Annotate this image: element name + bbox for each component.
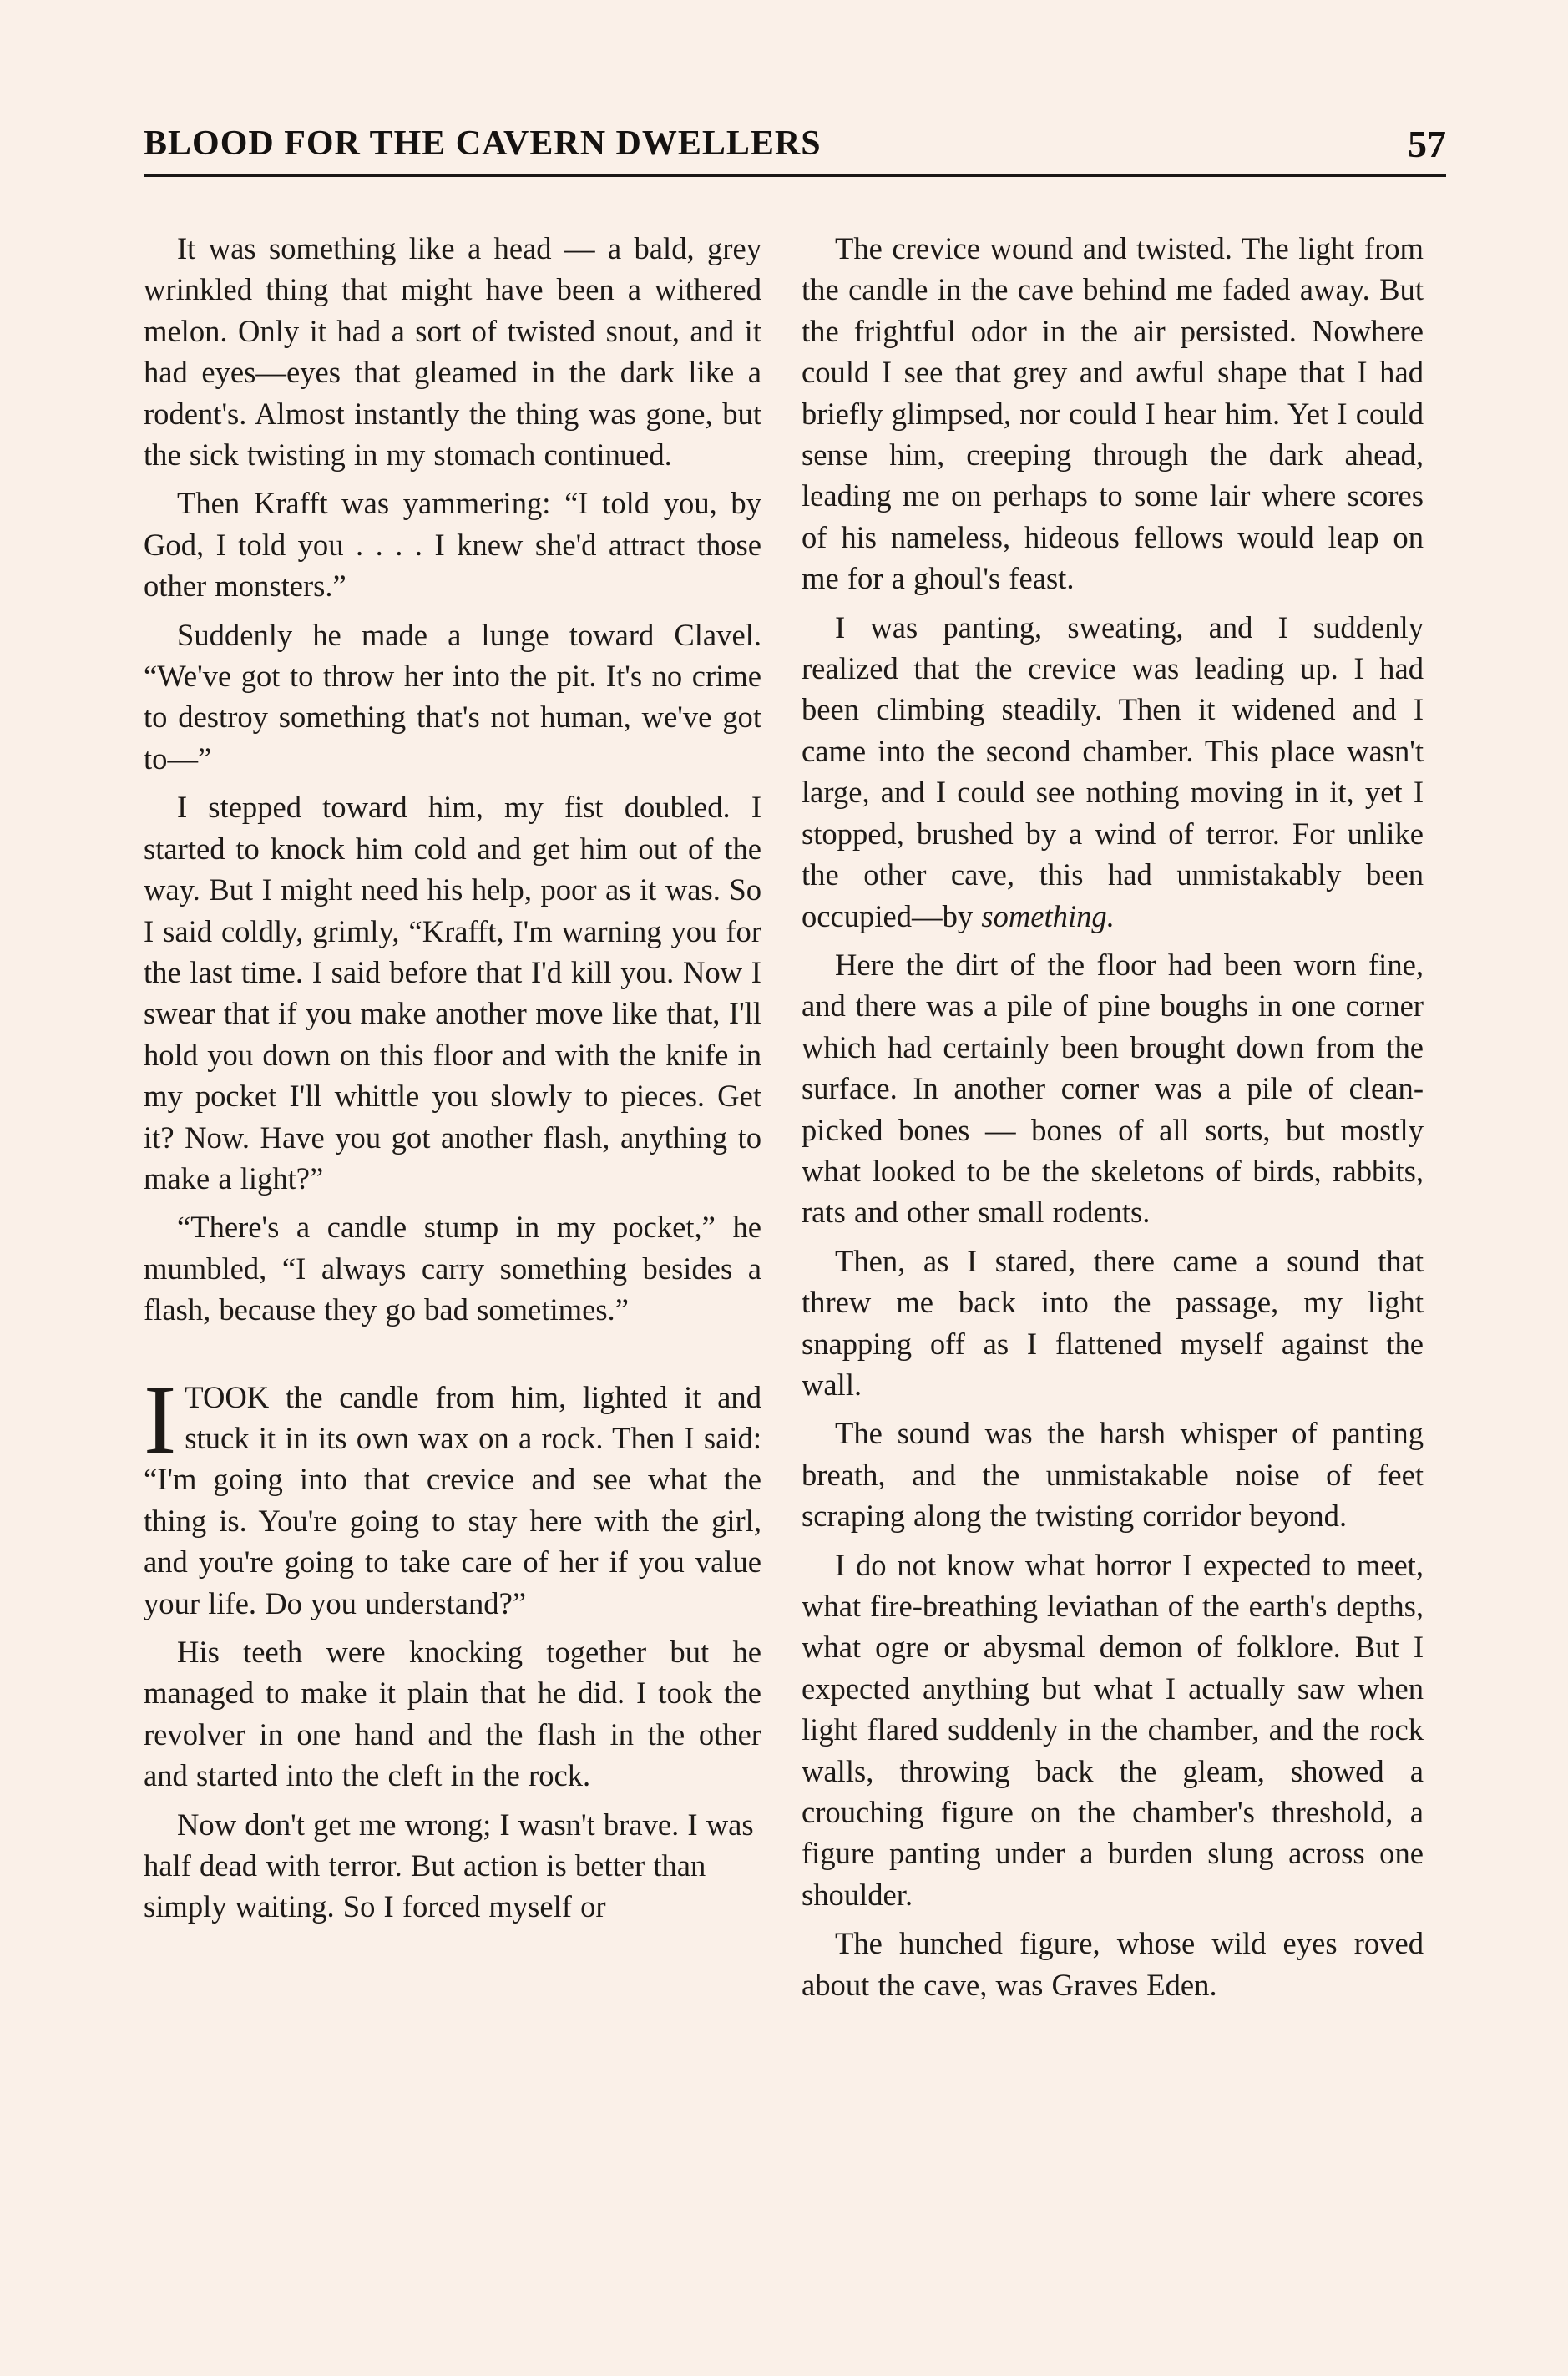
paragraph: Then Krafft was yammering: “I told you, by God, I told you . . . . I knew she'd attract those other monsters.”: [144, 486, 761, 604]
paragraph: Now don't get me wrong; I wasn't brave. I was half dead with terror. But action is better than simply waiting. So I forced myself or: [144, 1807, 754, 1924]
paragraph: His teeth were knocking together but he managed to make it plain that he did. I took the revolver in one hand and the flash in the other and started into the cleft in the rock.: [144, 1635, 761, 1793]
paragraph: Then, as I stared, there came a sound that threw me back into the passage, my light snapping off as I flattened myself against the wall.: [802, 1243, 1424, 1402]
paragraph: Suddenly he made a lunge toward Clavel. “We've got to throw her into the pit. It's no crime to destroy something that's not human, we've got to—”: [144, 617, 761, 776]
drop-cap: I: [144, 1364, 177, 1474]
paragraph: “There's a candle stump in my pocket,” he mumbled, “I always carry something besides a flash, because they go bad sometimes.”: [144, 1210, 761, 1327]
paragraph: It was something like a head — a bald, grey wrinkled thing that might have been a withered melon. Only it had a sort of twisted snout, and it had eyes—eyes that gleamed in the dark like a rodent's. Almost instantly the thing was gone, but the sick twisting in my stomach continued.: [144, 231, 761, 473]
running-header: [144, 124, 1446, 174]
paragraph: I stepped toward him, my fist doubled. I started to knock him cold and get him out of the way. But I might need his help, poor as it was. So I said coldly, grimly, “Krafft, I'm warning you for the last time. I said before that I'd kill you. Now I swear that if you make another move like that, I'll hold you down on this floor and with the knife in my pocket I'll whittle you slowly to pieces. Get it? Now. Have you got another flash, anything to make a light?”: [144, 790, 761, 1196]
paragraph: [802, 607, 1424, 937]
section-start-paragraph: [144, 1364, 761, 1624]
paragraph: The sound was the harsh whisper of panting breath, and the unmistakable noise of feet scraping along the twisting corridor beyond.: [802, 1416, 1424, 1534]
paragraph: Here the dirt of the floor had been worn fine, and there was a pile of pine boughs in one corner which had certainly been brought down from the surface. In another corner was a pile of clean-picked bones — bones of all sorts, but mostly what looked to be the skeletons of birds, rabbits, rats and other small rodents.: [802, 947, 1424, 1230]
right-column: [802, 228, 1424, 2013]
left-column: [144, 228, 761, 1935]
paragraph: The crevice wound and twisted. The light from the candle in the cave behind me faded away. But the frightful odor in the air persisted. Nowhere could I see that grey and awful shape that I had briefly glimpsed, nor could I hear him. Yet I could sense him, creeping through the dark ahead, leading me on perhaps to some lair where scores of his nameless, hideous fellows would leap on me for a ghoul's feast.: [802, 231, 1424, 596]
paragraph-text: I was panting, sweating, and I suddenly realized that the crevice was leading up. I had been climbing steadily. Then it widened and I came into the second chamber. This place wasn't large, and I could see nothing moving in it, yet I stopped, brushed by a wind of terror. For unlike the other cave, this had unmistakably been occupied—by: [802, 609, 1424, 933]
header-rule: [144, 174, 1446, 177]
paragraph-text: TOOK the candle from him, lighted it and stuck it in its own wax on a rock. Then I said: “I'm going into that crevice and see what the thing is. You're going to stay here with the girl, and you're going to take care of her if you value your life. Do you understand?”: [144, 1379, 761, 1620]
paragraph: The hunched figure, whose wild eyes roved about the cave, was Graves Eden.: [802, 1926, 1424, 2002]
italic-word: something.: [981, 898, 1115, 933]
paragraph: I do not know what horror I expected to meet, what fire-breathing leviathan of the earth's depths, what ogre or abysmal demon of folklore. But I expected anything but what I actually saw when light flared suddenly in the chamber, and the rock walls, throwing back the gleam, showed a crouching figure on the chamber's threshold, a figure panting under a burden slung across one shoulder.: [802, 1547, 1424, 1912]
running-title: BLOOD FOR THE CAVERN DWELLERS: [144, 124, 822, 163]
page-number: 57: [1408, 123, 1446, 165]
